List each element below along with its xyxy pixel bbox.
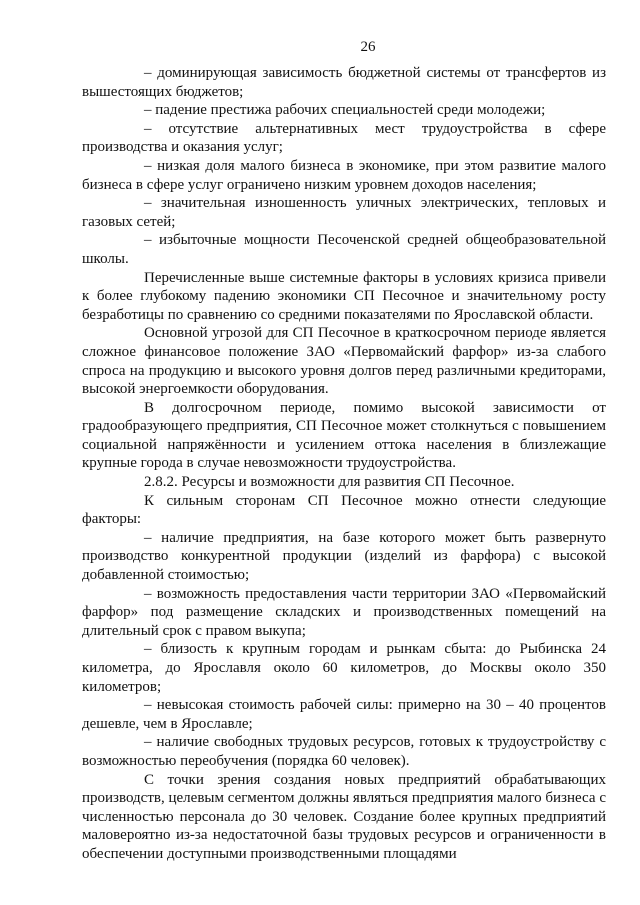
list-item-school-capacity: – избыточные мощности Песоченской средней общеобразовательной школы. bbox=[82, 232, 606, 267]
list-item-labor-cost: – невысокая стоимость рабочей силы: примерно на 30 – 40 процентов дешевле, чем в Ярославле; bbox=[82, 697, 606, 732]
list-item-budget-dependence: – доминирующая зависимость бюджетной системы от трансфертов из вышестоящих бюджетов; bbox=[82, 65, 606, 100]
list-item-network-wear: – значительная изношенность уличных электрических, тепловых и газовых сетей; bbox=[82, 195, 606, 230]
document-body bbox=[82, 64, 606, 864]
list-item-enterprise-base: – наличие предприятия, на базе которого может быть развернуто производство конкурентной продукции (изделий из фарфора) с высокой добавленной стоимостью; bbox=[82, 529, 606, 584]
paragraph-crisis-factors: Перечисленные выше системные факторы в условиях кризиса привели к более глубокому падению экономики СП Песочное и значительному росту безработицы по сравнению со средними показателями по Ярославской области. bbox=[82, 269, 606, 323]
list-item-small-business: – низкая доля малого бизнеса в экономике, при этом развитие малого бизнеса в сфере услуг ограничено низким уровнем доходов населения; bbox=[82, 157, 606, 193]
list-item-territory: – возможность предоставления части территории ЗАО «Первомайский фарфор» под размещение складских и производственных помещений на длительный срок с правом выкупа; bbox=[82, 585, 606, 639]
paragraph-short-term-threat: Основной угрозой для СП Песочное в краткосрочном периоде является сложное финансовое положение ЗАО «Первомайский фарфор» из-за слабого спроса на продукцию и высокого уровня долгов перед различными кредиторами, высокой энергоемкости оборудования. bbox=[82, 325, 606, 398]
page-number: 26 bbox=[360, 39, 376, 55]
list-item-prestige-decline: – падение престижа рабочих специальностей среди молодежи; bbox=[144, 102, 546, 119]
paragraph-strengths-intro: К сильным сторонам СП Песочное можно отнести следующие факторы: bbox=[82, 492, 606, 528]
section-heading: 2.8.2. Ресурсы и возможности для развития СП Песочное. bbox=[144, 474, 515, 491]
list-item-no-alternative-jobs: – отсутствие альтернативных мест трудоустройства в сфере производства и оказания услуг; bbox=[82, 120, 606, 156]
list-item-labor-resources: – наличие свободных трудовых ресурсов, готовых к трудоустройству с возможностью переобучения (порядка 60 человек). bbox=[82, 734, 606, 769]
list-item-proximity: – близость к крупным городам и рынкам сбыта: до Рыбинска 24 километра, до Ярославля около 60 километров, до Москвы около 350 километров; bbox=[82, 641, 606, 695]
paragraph-target-segment: С точки зрения создания новых предприятий обрабатывающих производств, целевым сегментом должны являться предприятия малого бизнеса с численностью персонала до 30 человек. Создание более крупных предприятий маловероятно из-за недостаточной базы трудовых ресурсов и ограниченности в обеспечении доступными производственными площадями bbox=[82, 771, 606, 862]
paragraph-long-term-threat: В долгосрочном периоде, помимо высокой зависимости от градообразующего предприятия, СП Песочное может столкнуться с повышением социальной напряжённости и усилением оттока населения в близлежащие крупные города в случае невозможности трудоустройства. bbox=[82, 399, 606, 472]
